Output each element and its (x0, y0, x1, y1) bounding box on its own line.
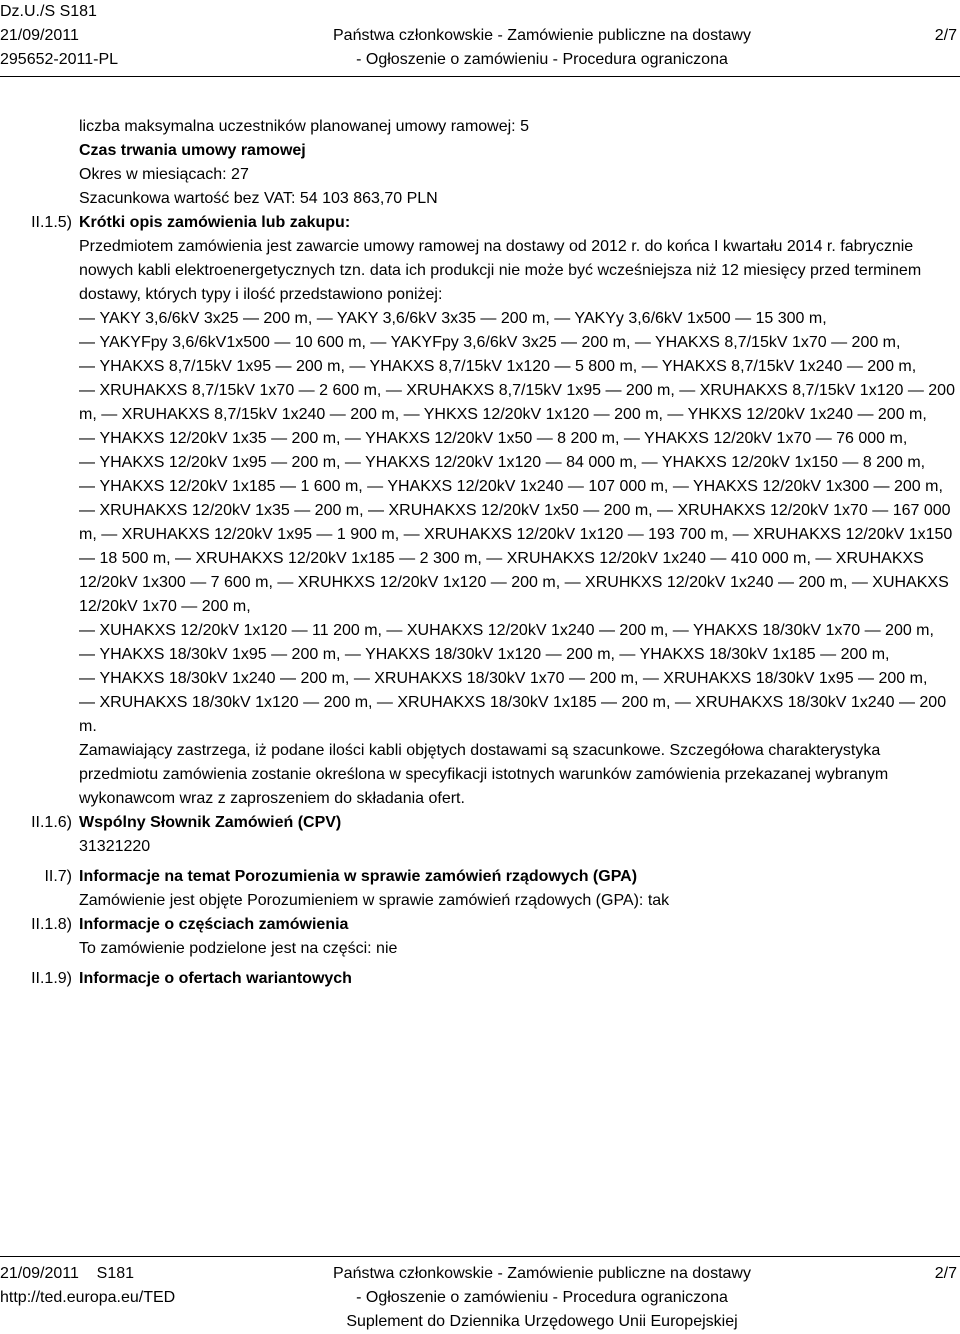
section-ii-7 (0, 865, 960, 913)
document-body (0, 115, 960, 991)
cable-list-line: — YAKY 3,6/6kV 3x25 — 200 m, — YAKY 3,6/6kV 3x35 — 200 m, — YAKYy 3,6/6kV 1x500 — 15 300 m, (79, 307, 956, 331)
section-number: II.1.6) (31, 814, 72, 831)
section-title: Krótki opis zamówienia lub zakupu: (79, 214, 351, 231)
cable-list-line: — YHAKXS 18/30kV 1x240 — 200 m, — XRUHAKXS 18/30kV 1x70 — 200 m, — XRUHAKXS 18/30kV 1x95 — 200 m, (79, 667, 956, 691)
section-title: Informacje o ofertach wariantowych (79, 970, 352, 987)
footer-date: 21/09/2011 (0, 1265, 79, 1282)
section-ii-1-5 (0, 211, 960, 811)
footer-supplement: Suplement do Dziennika Urzędowego Unii Europejskiej (346, 1313, 738, 1330)
description-paragraph: Przedmiotem zamówienia jest zawarcie umowy ramowej na dostawy od 2012 r. do końca I kwartału 2014 r. fabrycznie nowych kabli elektroenergetycznych tzn. data ich produkcji nie może być wcześniejsza niż 12 miesięcy przed terminem dostawy, których typy i ilość przedstawiono poniżej: (79, 238, 922, 303)
cpv-code: 31321220 (79, 838, 151, 855)
section-number: II.7) (44, 868, 72, 885)
header-rule (0, 76, 960, 77)
section-ii-1-8 (0, 913, 960, 961)
cable-list-line: — YHAKXS 12/20kV 1x95 — 200 m, — YHAKXS 12/20kV 1x120 — 84 000 m, — YHAKXS 12/20kV 1x150 — 8 200 m, (79, 451, 956, 475)
footer-rule (0, 1256, 960, 1257)
header-page-number: 2/7 (934, 27, 957, 44)
cable-list-line: — XRUHAKXS 8,7/15kV 1x70 — 2 600 m, — XRUHAKXS 8,7/15kV 1x95 — 200 m, — XRUHAKXS 8,7/15kV 1x120 — 200 m, — XRUHAKXS 8,7/15kV 1x240 — 200 m, — YHKXS 12/20kV 1x120 — 200 m, — YHKXS 12/20kV 1x240 — 200 m, (79, 379, 956, 427)
duration-months: Okres w miesiącach: 27 (79, 166, 249, 183)
header-notice-id: 295652-2011-PL (0, 51, 119, 68)
cable-list-line: — YHAKXS 12/20kV 1x35 — 200 m, — YHAKXS 12/20kV 1x50 — 8 200 m, — YHAKXS 12/20kV 1x70 — 76 000 m, (79, 427, 956, 451)
cable-list-line: — YHAKXS 8,7/15kV 1x95 — 200 m, — YHAKXS 8,7/15kV 1x120 — 5 800 m, — YHAKXS 8,7/15kV 1x240 — 200 m, (79, 355, 956, 379)
reservation-paragraph: Zamawiający zastrzega, iż podane ilości kabli objętych dostawami są szacunkowe. Szczegółowa charakterystyka przedmiotu zamówienia zostanie określona w specyfikacji istotnych warunków zamówienia przekazanej wybranym wykonawcom wraz z zaproszeniem do składania ofert. (79, 742, 889, 807)
section-intro (0, 115, 960, 211)
estimated-value: Szacunkowa wartość bez VAT: 54 103 863,70 PLN (79, 190, 438, 207)
section-ii-1-9 (0, 967, 960, 991)
max-participants: liczba maksymalna uczestników planowanej umowy ramowej: 5 (79, 118, 529, 135)
page-header (0, 0, 960, 74)
section-number: II.1.9) (31, 970, 72, 987)
gpa-value: Zamówienie jest objęte Porozumieniem w sprawie zamówień rządowych (GPA): tak (79, 892, 670, 909)
section-ii-1-6 (0, 811, 960, 859)
footer-title-line2: - Ogłoszenie o zamówieniu - Procedura ograniczona (356, 1289, 728, 1306)
cable-list-line: — XRUHAKXS 12/20kV 1x35 — 200 m, — XRUHAKXS 12/20kV 1x50 — 200 m, — XRUHAKXS 12/20kV 1x70 — 167 000 m, — XRUHAKXS 12/20kV 1x95 — 1 900 m, — XRUHAKXS 12/20kV 1x120 — 193 700 m, — XRUHAKXS 12/20kV 1x150 — 18 500 m, — XRUHAKXS 12/20kV 1x185 — 2 300 m, — XRUHAKXS 12/20kV 1x240 — 410 000 m, — XRUHAKXS 12/20kV 1x300 — 7 600 m, — XRUHKXS 12/20kV 1x120 — 200 m, — XRUHKXS 12/20kV 1x240 — 200 m, — XUHAKXS 12/20kV 1x70 — 200 m, (79, 499, 956, 619)
section-title: Wspólny Słownik Zamówień (CPV) (79, 814, 342, 831)
footer-url[interactable]: http://ted.europa.eu/TED (0, 1289, 176, 1306)
section-title: Informacje o częściach zamówienia (79, 916, 349, 933)
header-date: 21/09/2011 (0, 27, 79, 44)
footer-page-number: 2/7 (934, 1265, 957, 1282)
framework-duration-title: Czas trwania umowy ramowej (79, 142, 306, 159)
page-footer (0, 1262, 960, 1334)
header-oj-ref: Dz.U./S S181 (0, 3, 97, 20)
footer-series: S181 (96, 1265, 135, 1282)
section-number: II.1.8) (31, 916, 72, 933)
footer-date-series (0, 1262, 134, 1286)
header-title-line1: Państwa członkowskie - Zamówienie publiczne na dostawy (333, 27, 751, 44)
section-number: II.1.5) (31, 214, 72, 231)
cable-list-line: — YHAKXS 12/20kV 1x185 — 1 600 m, — YHAKXS 12/20kV 1x240 — 107 000 m, — YHAKXS 12/20kV 1x300 — 200 m, (79, 475, 956, 499)
section-title: Informacje na temat Porozumienia w sprawie zamówień rządowych (GPA) (79, 868, 638, 885)
footer-title-line1: Państwa członkowskie - Zamówienie publiczne na dostawy (333, 1265, 751, 1282)
cable-list-line: — XUHAKXS 12/20kV 1x120 — 11 200 m, — XUHAKXS 12/20kV 1x240 — 200 m, — YHAKXS 18/30kV 1x70 — 200 m, (79, 619, 956, 643)
header-title-line2: - Ogłoszenie o zamówieniu - Procedura ograniczona (356, 51, 728, 68)
cable-list-line: — XRUHAKXS 18/30kV 1x120 — 200 m, — XRUHAKXS 18/30kV 1x185 — 200 m, — XRUHAKXS 18/30kV 1x240 — 200 m. (79, 691, 956, 739)
lots-value: To zamówienie podzielone jest na części: nie (79, 940, 398, 957)
cable-list-line: — YAKYFpy 3,6/6kV1x500 — 10 600 m, — YAKYFpy 3,6/6kV 3x25 — 200 m, — YHAKXS 8,7/15kV 1x70 — 200 m, (79, 331, 956, 355)
cable-list-line: — YHAKXS 18/30kV 1x95 — 200 m, — YHAKXS 18/30kV 1x120 — 200 m, — YHAKXS 18/30kV 1x185 — 200 m, (79, 643, 956, 667)
